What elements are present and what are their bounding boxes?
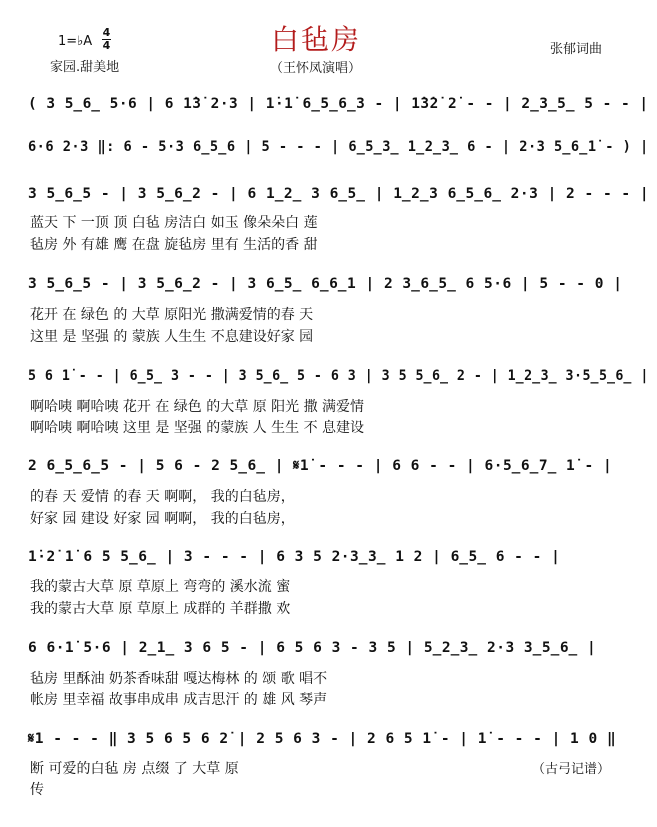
transcriber-credit: （古弓记谱） [532,762,611,777]
lyric-line-4a: 花开 在 绿色 的 大草 原阳光 撒满爱情的春 天 [30,307,314,323]
lyric-line-6b: 好家 园 建设 好家 园 啊啊， 我的白毡房， [30,511,295,527]
notation-line-5: 5 6 1̇ - - | 6̲5̲ 3 - - | 3 5̲6̲ 5 - 6 3 | 3 5 5̲6̲ 2 - | 1̲2̲3̲ 3·5̲5̲6̲ | [28,368,649,384]
notation-line-7: 1̇·2̇ 1̇ 6 5 5̲6̲ | 3 - - - | 6 3 5 2·3̲3̲ 1 2 | 6̲5̲ 6 - - | [28,549,561,565]
lyric-line-5a: 啊哈咦 啊哈咦 花开 在 绿色 的大草 原 阳光 撒 满爱情 [30,399,365,415]
lyric-line-3a: 蓝天 下 一顶 顶 白毡 房洁白 如玉 像朵朵白 莲 [30,215,318,231]
author-credit: 张郁词曲 [550,42,603,57]
lyric-line-9a: 断 可爱的白毡 房 点缀 了 大草 原 [30,761,239,777]
notation-line-6: 2 6̲5̲6̲5 - | 5 6 - 2 5̲6̲ | 𝄋1̇ - - - | 6 6 - - | 6·5̲6̲7̲ 1̇ - | [28,458,613,474]
lyric-line-5b: 啊哈咦 啊哈咦 这里 是 坚强 的蒙族 人 生生 不 息建设 [30,420,365,436]
performance-style: 家园.甜美地 [50,60,120,75]
lyric-line-8b: 帐房 里幸福 故事串成串 成吉思汗 的 雄 风 琴声 [30,692,328,708]
time-signature [102,28,111,51]
time-top: 4 [102,26,111,39]
lyric-line-7a: 我的蒙古大草 原 草原上 弯弯的 溪水流 蜜 [30,579,291,595]
lyric-line-8a: 毡房 里酥油 奶茶香味甜 嘎达梅林 的 颂 歌 唱不 [30,671,328,687]
notation-line-1: ( 3 5̲6̲ 5·6 | 6 1̇3̇ 2·3 | 1̇·1̇ 6̲5̲6̲3 - | 1̇3̇2̇ 2̇ - - | 2̲3̲5̲ 5 - - | [28,96,649,112]
notation-line-2: 6·6 2·3 ‖: 6 - 5·3 6̲5̲6 | 5 - - - | 6̲5̲3̲ 1̲2̲3̲ 6 - | 2·3 5̲6̲1̇ - ) | [28,139,649,155]
notation-line-4: 3 5̲6̲5 - | 3 5̲6̲2 - | 3 6̲5̲ 6̲6̲1 | 2 3̲6̲5̲ 6 5·6 | 5 - - 0 | [28,276,623,292]
notation-line-3: 3 5̲6̲5 - | 3 5̲6̲2 - | 6 1̲2̲ 3 6̲5̲ | 1̲2̲3 6̲5̲6̲ 2·3 | 2 - - - | [28,186,650,202]
key-signature: 1=♭A [58,34,93,49]
lyric-line-4b: 这里 是 坚强 的 蒙族 人生生 不息建设好家 园 [30,329,314,345]
song-title: 白毡房 [271,23,362,56]
notation-line-9: 𝄋1 - - - ‖ 3 5 6 5 6 2̇ | 2 5 6 3 - | 2 6 5 1̇ - | 1̇ - - - | 1 0 ‖ [28,731,617,747]
lyric-line-9b: 传 [30,782,44,798]
singer: （王怀凤演唱） [270,61,362,76]
lyric-line-7b: 我的蒙古大草 原 草原上 成群的 羊群撒 欢 [30,601,291,617]
lyric-line-6a: 的春 天 爱情 的春 天 啊啊， 我的白毡房， [30,489,295,505]
lyric-line-3b: 毡房 外 有雄 鹰 在盘 旋毡房 里有 生活的香 甜 [30,237,318,253]
notation-line-8: 6 6·1̇ 5·6 | 2̲1̲ 3 6 5 - | 6 5 6 3 - 3 5 | 5̲2̲3̲ 2·3 3̲5̲6̲ | [28,640,597,656]
time-bottom: 4 [102,39,111,52]
